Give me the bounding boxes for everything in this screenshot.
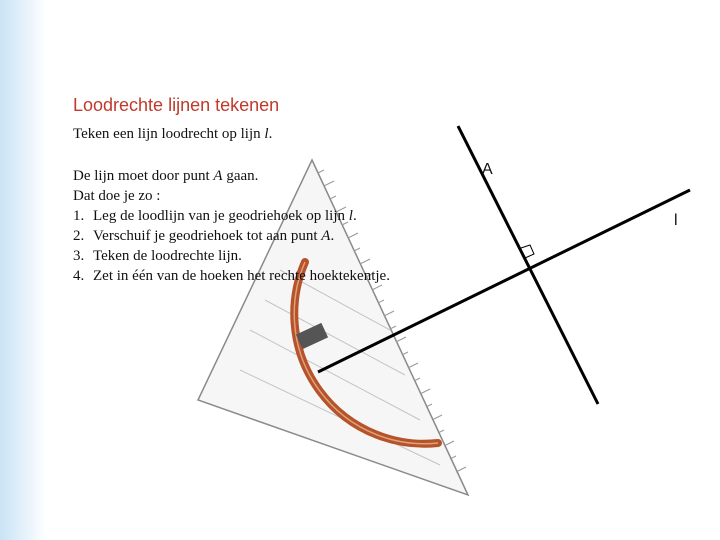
step-number: 3.	[73, 248, 85, 264]
point-a-label: A	[482, 161, 493, 178]
point-suffix: gaan.	[222, 168, 259, 184]
step-text: Leg de loodlijn van je geodriehoek op lijn	[93, 208, 349, 224]
step-item	[73, 206, 433, 226]
intro-var: l	[264, 126, 269, 142]
step-var: l	[348, 208, 353, 224]
step-text: Verschuif je geodriehoek tot aan punt	[93, 228, 322, 244]
step-item	[73, 226, 433, 246]
step-number: 2.	[73, 228, 85, 244]
step-text: Zet in één van de hoeken het rechte hoektekentje.	[93, 268, 390, 284]
step-text: Teken de loodrechte lijn.	[93, 248, 242, 264]
slide-title: Loodrechte lijnen tekenen	[73, 95, 280, 115]
perpendicular-line	[458, 126, 598, 404]
step-item	[73, 266, 433, 286]
step-item	[73, 246, 433, 266]
point-prefix: De lijn moet door punt	[73, 168, 214, 184]
line-l-label: l	[674, 212, 678, 229]
step-var: A	[321, 228, 331, 244]
intro-line	[73, 124, 433, 144]
intro-prefix: Teken een lijn loodrecht op lijn	[73, 126, 265, 142]
step-suffix: .	[352, 208, 357, 224]
point-var: A	[213, 168, 223, 184]
steps-list	[73, 206, 433, 286]
how-line: Dat doe je zo :	[73, 188, 161, 204]
instructions-text	[73, 124, 433, 286]
point-line	[73, 166, 433, 186]
step-number: 4.	[73, 268, 85, 284]
step-number: 1.	[73, 208, 85, 224]
step-suffix: .	[330, 228, 335, 244]
intro-suffix: .	[268, 126, 273, 142]
